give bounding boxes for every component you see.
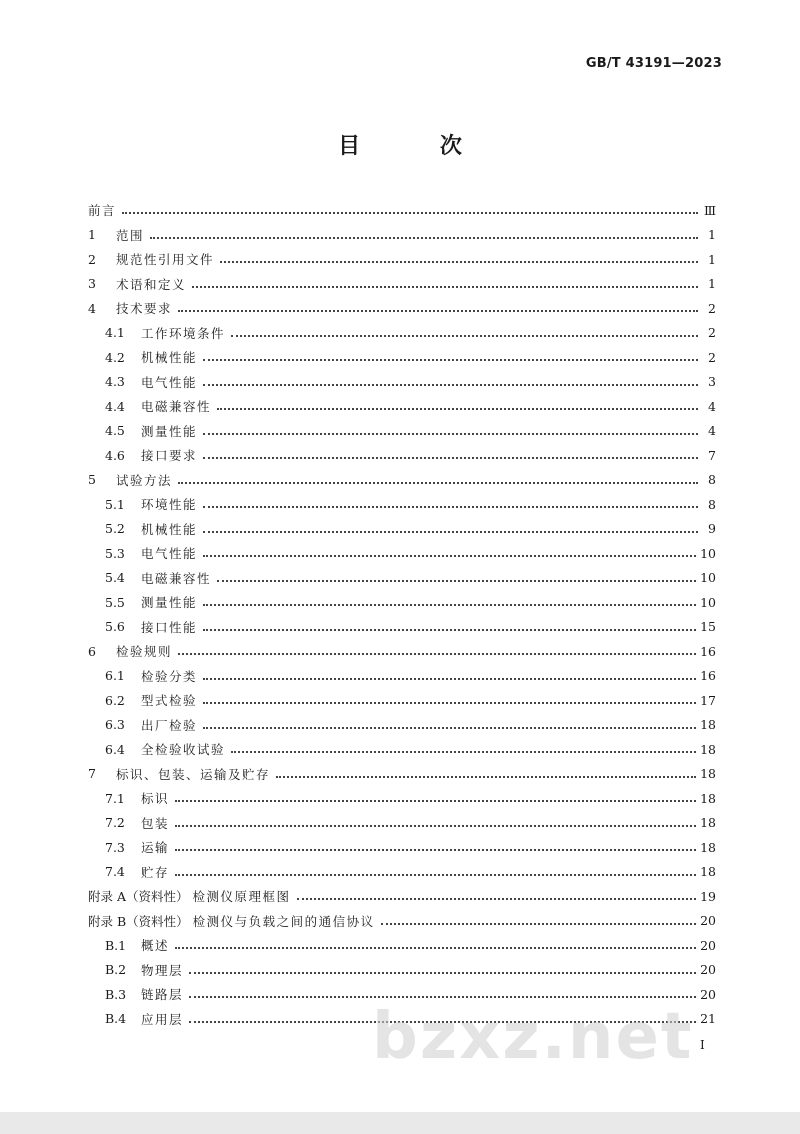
toc-entry-number: 6 xyxy=(88,643,96,659)
toc-entry-page: 10 xyxy=(700,570,716,586)
toc-entry-label: 工作环境条件 xyxy=(141,325,226,341)
toc-entry-number: 5.4 xyxy=(105,570,125,586)
toc-dot-leader xyxy=(203,702,696,704)
toc-entry-page: 20 xyxy=(700,913,716,929)
toc-entry-number: 5.2 xyxy=(105,521,125,537)
footer-page-number: I xyxy=(700,1038,705,1052)
toc-dot-leader xyxy=(175,947,696,949)
toc-entry-number: 6.3 xyxy=(105,717,125,733)
watermark-logo: bzxz.net xyxy=(372,1000,694,1074)
toc-entry-number: 7 xyxy=(88,766,96,782)
toc-entry-number: B.2 xyxy=(105,962,127,978)
toc-entry-page: 18 xyxy=(700,790,716,806)
toc-entry-label: 规范性引用文件 xyxy=(116,252,215,268)
standard-code: GB/T 43191—2023 xyxy=(585,56,722,71)
toc-entry-number: 7.3 xyxy=(105,839,125,855)
toc-entry-page: 19 xyxy=(700,888,716,904)
toc-entry-label: 包装 xyxy=(141,815,170,831)
toc-entry[interactable] xyxy=(88,835,716,860)
toc-entry[interactable] xyxy=(88,664,716,689)
toc-entry-page: 1 xyxy=(708,276,716,292)
toc-entry-label: 检测仪原理框图 xyxy=(192,889,291,905)
toc-dot-leader xyxy=(150,237,698,239)
toc-entry-number: 附录 B（资料性） xyxy=(88,913,189,929)
toc-entry-page: 20 xyxy=(700,986,716,1002)
toc-entry[interactable] xyxy=(88,860,716,885)
toc-entry-number: 4.4 xyxy=(105,398,125,414)
toc-entry-page: 17 xyxy=(700,692,716,708)
toc-entry-page: 2 xyxy=(708,349,716,365)
toc-entry[interactable] xyxy=(88,517,716,542)
toc-entry-label: 运输 xyxy=(141,840,170,856)
toc-entry-page: 18 xyxy=(700,741,716,757)
toc-dot-leader xyxy=(175,874,696,876)
toc-entry-label: 全检验收试验 xyxy=(141,742,226,758)
toc-entry-label: 接口要求 xyxy=(141,448,198,464)
toc-entry-number: 7.4 xyxy=(105,864,125,880)
toc-entry[interactable] xyxy=(88,296,716,321)
toc-entry-page: 8 xyxy=(708,496,716,512)
toc-dot-leader xyxy=(203,629,696,631)
toc-entry[interactable] xyxy=(88,786,716,811)
toc-entry-number: 附录 A（资料性） xyxy=(88,889,189,905)
toc-entry[interactable] xyxy=(88,370,716,395)
toc-dot-leader xyxy=(203,457,698,459)
toc-dot-leader xyxy=(175,849,696,851)
viewer-bottom-strip xyxy=(0,1112,800,1134)
toc-entry[interactable] xyxy=(88,909,716,934)
toc-dot-leader xyxy=(217,580,696,582)
toc-dot-leader xyxy=(189,996,696,998)
toc-entry-label: 接口性能 xyxy=(141,619,198,635)
toc-dot-leader xyxy=(203,384,698,386)
toc-dot-leader xyxy=(203,359,698,361)
toc-entry-page: Ⅲ xyxy=(703,202,716,218)
toc-entry-number: 5.3 xyxy=(105,545,125,561)
toc-entry-label: 应用层 xyxy=(141,1011,184,1027)
toc-entry-number: 5.5 xyxy=(105,594,125,610)
toc-dot-leader xyxy=(175,800,696,802)
table-of-contents xyxy=(88,198,716,1031)
toc-entry[interactable] xyxy=(88,762,716,787)
toc-dot-leader xyxy=(178,482,698,484)
toc-entry-label: 检验规则 xyxy=(116,644,173,660)
toc-dot-leader xyxy=(203,555,696,557)
toc-entry[interactable] xyxy=(88,247,716,272)
toc-entry-label: 电气性能 xyxy=(141,546,198,562)
toc-dot-leader xyxy=(231,335,698,337)
toc-entry-label: 测量性能 xyxy=(141,423,198,439)
toc-entry-page: 20 xyxy=(700,962,716,978)
toc-entry-number: 5.1 xyxy=(105,496,125,512)
toc-dot-leader xyxy=(203,531,698,533)
toc-entry[interactable] xyxy=(88,443,716,468)
toc-entry-label: 前言 xyxy=(88,203,117,219)
toc-entry-number: 5 xyxy=(88,472,96,488)
toc-entry-page: 2 xyxy=(708,325,716,341)
toc-entry-page: 2 xyxy=(708,300,716,316)
toc-entry-number: 4 xyxy=(88,300,96,316)
toc-entry-page: 18 xyxy=(700,766,716,782)
toc-entry-label: 电磁兼容性 xyxy=(141,399,212,415)
toc-entry[interactable] xyxy=(88,468,716,493)
toc-entry-label: 机械性能 xyxy=(141,350,198,366)
toc-entry[interactable] xyxy=(88,639,716,664)
toc-entry-label: 电气性能 xyxy=(141,374,198,390)
toc-entry-number: 6.4 xyxy=(105,741,125,757)
toc-entry[interactable] xyxy=(88,223,716,248)
toc-entry[interactable] xyxy=(88,566,716,591)
toc-entry-number: 6.2 xyxy=(105,692,125,708)
toc-entry-label: 试验方法 xyxy=(116,472,173,488)
toc-entry-label: 术语和定义 xyxy=(116,276,187,292)
toc-entry[interactable] xyxy=(88,884,716,909)
toc-entry[interactable] xyxy=(88,345,716,370)
toc-entry-page: 20 xyxy=(700,937,716,953)
toc-entry-page: 8 xyxy=(708,472,716,488)
toc-dot-leader xyxy=(203,604,696,606)
toc-dot-leader xyxy=(203,433,698,435)
toc-entry-page: 4 xyxy=(708,423,716,439)
toc-entry-number: 4.6 xyxy=(105,447,125,463)
toc-dot-leader xyxy=(175,825,696,827)
toc-entry-label: 检测仪与负载之间的通信协议 xyxy=(192,913,375,929)
toc-entry[interactable] xyxy=(88,492,716,517)
toc-entry-page: 7 xyxy=(708,447,716,463)
toc-dot-leader xyxy=(203,506,698,508)
toc-entry-number: 4.3 xyxy=(105,374,125,390)
toc-dot-leader xyxy=(297,898,697,900)
toc-entry[interactable] xyxy=(88,811,716,836)
toc-entry-label: 电磁兼容性 xyxy=(141,570,212,586)
toc-entry-label: 检验分类 xyxy=(141,668,198,684)
toc-entry-number: 4.1 xyxy=(105,325,125,341)
toc-entry[interactable] xyxy=(88,958,716,983)
toc-entry-number: 7.2 xyxy=(105,815,125,831)
toc-entry-page: 16 xyxy=(700,668,716,684)
toc-entry-label: 机械性能 xyxy=(141,521,198,537)
toc-dot-leader xyxy=(276,776,696,778)
toc-entry-label: 测量性能 xyxy=(141,595,198,611)
toc-entry-page: 1 xyxy=(708,251,716,267)
toc-entry-label: 出厂检验 xyxy=(141,717,198,733)
toc-entry-page: 18 xyxy=(700,717,716,733)
toc-entry[interactable] xyxy=(88,419,716,444)
toc-dot-leader xyxy=(203,727,696,729)
toc-entry-number: 2 xyxy=(88,251,96,267)
toc-dot-leader xyxy=(178,653,696,655)
toc-entry-label: 标识 xyxy=(141,791,170,807)
toc-entry-number: 1 xyxy=(88,227,96,243)
toc-entry[interactable] xyxy=(88,394,716,419)
toc-entry-number: B.1 xyxy=(105,937,127,953)
toc-entry[interactable] xyxy=(88,272,716,297)
toc-entry-label: 技术要求 xyxy=(116,301,173,317)
toc-entry-number: B.3 xyxy=(105,986,127,1002)
toc-entry-label: 标识、包装、运输及贮存 xyxy=(116,766,271,782)
toc-entry-page: 4 xyxy=(708,398,716,414)
toc-entry-label: 型式检验 xyxy=(141,693,198,709)
toc-entry-page: 10 xyxy=(700,545,716,561)
toc-dot-leader xyxy=(122,212,698,214)
toc-entry[interactable] xyxy=(88,933,716,958)
toc-entry[interactable] xyxy=(88,688,716,713)
toc-entry[interactable] xyxy=(88,713,716,738)
toc-entry-page: 9 xyxy=(708,521,716,537)
toc-entry-number: 5.6 xyxy=(105,619,125,635)
toc-entry[interactable] xyxy=(88,321,716,346)
toc-entry-label: 环境性能 xyxy=(141,497,198,513)
toc-entry-number: B.4 xyxy=(105,1011,127,1027)
toc-entry-page: 18 xyxy=(700,864,716,880)
toc-entry-number: 6.1 xyxy=(105,668,125,684)
toc-entry-label: 范围 xyxy=(116,227,145,243)
toc-entry-page: 15 xyxy=(700,619,716,635)
toc-dot-leader xyxy=(203,678,696,680)
toc-entry-label: 贮存 xyxy=(141,864,170,880)
toc-entry-page: 18 xyxy=(700,839,716,855)
toc-dot-leader xyxy=(178,310,698,312)
toc-dot-leader xyxy=(192,286,698,288)
toc-entry-page: 18 xyxy=(700,815,716,831)
toc-entry-page: 16 xyxy=(700,643,716,659)
toc-entry-number: 3 xyxy=(88,276,96,292)
toc-entry-page: 3 xyxy=(708,374,716,390)
toc-entry-label: 物理层 xyxy=(141,962,184,978)
page-title: 目 次 xyxy=(338,133,498,159)
toc-dot-leader xyxy=(217,408,698,410)
toc-entry[interactable] xyxy=(88,198,716,223)
toc-entry[interactable] xyxy=(88,590,716,615)
toc-entry[interactable] xyxy=(88,615,716,640)
toc-entry-page: 10 xyxy=(700,594,716,610)
toc-entry[interactable] xyxy=(88,541,716,566)
toc-entry-label: 链路层 xyxy=(141,987,184,1003)
toc-entry-label: 概述 xyxy=(141,938,170,954)
toc-dot-leader xyxy=(231,751,696,753)
toc-entry-number: 4.2 xyxy=(105,349,125,365)
toc-entry-page: 21 xyxy=(700,1011,716,1027)
toc-dot-leader xyxy=(381,923,696,925)
toc-entry-number: 4.5 xyxy=(105,423,125,439)
toc-entry-page: 1 xyxy=(708,227,716,243)
toc-dot-leader xyxy=(220,261,698,263)
toc-dot-leader xyxy=(189,972,696,974)
toc-entry-number: 7.1 xyxy=(105,790,125,806)
toc-entry[interactable] xyxy=(88,737,716,762)
